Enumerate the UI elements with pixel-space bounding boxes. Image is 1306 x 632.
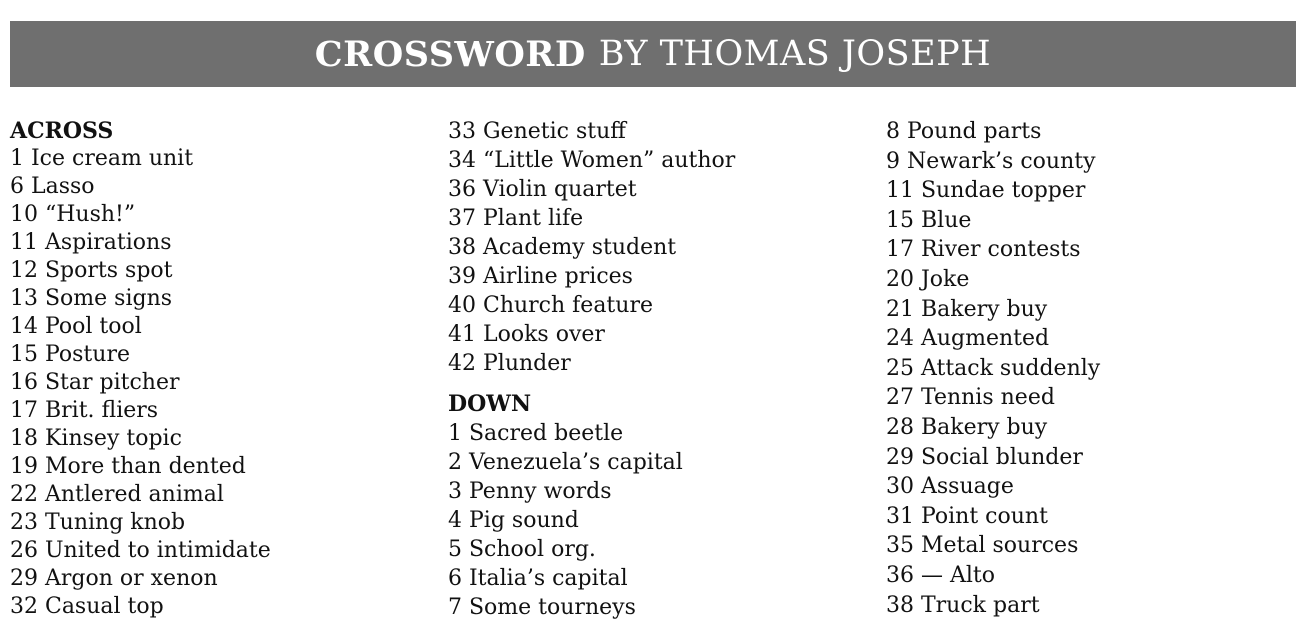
across-clue: 38 Academy student <box>448 235 677 260</box>
down-clue: 5 School org. <box>448 537 596 562</box>
across-clue: 19 More than dented <box>10 454 246 479</box>
across-clue: 42 Plunder <box>448 351 571 376</box>
down-clue: 2 Venezuela’s capital <box>448 450 683 475</box>
down-clue: 17 River contests <box>886 237 1081 263</box>
down-clue: 6 Italia’s capital <box>448 566 628 591</box>
across-clue: 10 “Hush!” <box>10 202 136 227</box>
down-clue: 24 Augmented <box>886 326 1050 352</box>
across-clue: 36 Violin quartet <box>448 177 637 202</box>
title-banner <box>10 21 1296 87</box>
across-clue: 41 Looks over <box>448 322 605 347</box>
across-clue: 32 Casual top <box>10 594 164 619</box>
across-clue: 33 Genetic stuff <box>448 119 626 144</box>
down-clue: 9 Newark’s county <box>886 148 1096 174</box>
across-clue: 29 Argon or xenon <box>10 566 218 591</box>
across-continued <box>448 117 735 378</box>
column-1 <box>10 117 271 621</box>
down-section <box>448 390 735 622</box>
across-clue: 18 Kinsey topic <box>10 426 182 451</box>
down-clue: 28 Bakery buy <box>886 414 1048 440</box>
across-clue: 14 Pool tool <box>10 314 142 339</box>
down-clue: 30 Assuage <box>886 474 1014 500</box>
down-clue: 1 Sacred beetle <box>448 421 624 446</box>
column-3 <box>886 117 1100 620</box>
down-clue: 36 — Alto <box>886 562 995 588</box>
across-clue: 40 Church feature <box>448 293 653 318</box>
across-clue: 26 United to intimidate <box>10 538 271 563</box>
down-clue: 25 Attack suddenly <box>886 355 1101 381</box>
across-clue: 1 Ice cream unit <box>10 146 194 171</box>
across-clue: 13 Some signs <box>10 286 173 311</box>
across-clue: 6 Lasso <box>10 174 95 199</box>
across-clue: 17 Brit. fliers <box>10 398 159 423</box>
across-clue: 16 Star pitcher <box>10 370 180 395</box>
down-clue: 7 Some tourneys <box>448 595 636 620</box>
title-bold: CROSSWORD <box>314 33 586 75</box>
across-clue: 22 Antlered animal <box>10 482 224 507</box>
down-clue: 3 Penny words <box>448 479 612 504</box>
across-clue: 39 Airline prices <box>448 264 633 289</box>
down-clue: 35 Metal sources <box>886 533 1079 559</box>
down-clue: 15 Blue <box>886 207 972 233</box>
across-clue: 34 “Little Women” author <box>448 148 736 173</box>
down-clue: 20 Joke <box>886 266 970 292</box>
across-clue: 15 Posture <box>10 342 130 367</box>
across-clue: 37 Plant life <box>448 206 584 231</box>
down-heading: DOWN <box>448 391 532 417</box>
down-clue: 31 Point count <box>886 503 1048 529</box>
across-clue: 23 Tuning knob <box>10 510 186 535</box>
across-clue: 12 Sports spot <box>10 258 173 283</box>
down-clue: 4 Pig sound <box>448 508 579 533</box>
title-byline: BY THOMAS JOSEPH <box>598 34 992 74</box>
down-clue: 27 Tennis need <box>886 385 1055 411</box>
across-heading: ACROSS <box>10 118 114 144</box>
column-2 <box>448 117 735 622</box>
down-clue: 11 Sundae topper <box>886 178 1086 204</box>
down-clue: 38 Truck part <box>886 592 1040 618</box>
down-clue: 8 Pound parts <box>886 119 1042 144</box>
down-clue: 21 Bakery buy <box>886 296 1048 322</box>
down-clue: 29 Social blunder <box>886 444 1083 470</box>
across-clue: 11 Aspirations <box>10 230 172 255</box>
